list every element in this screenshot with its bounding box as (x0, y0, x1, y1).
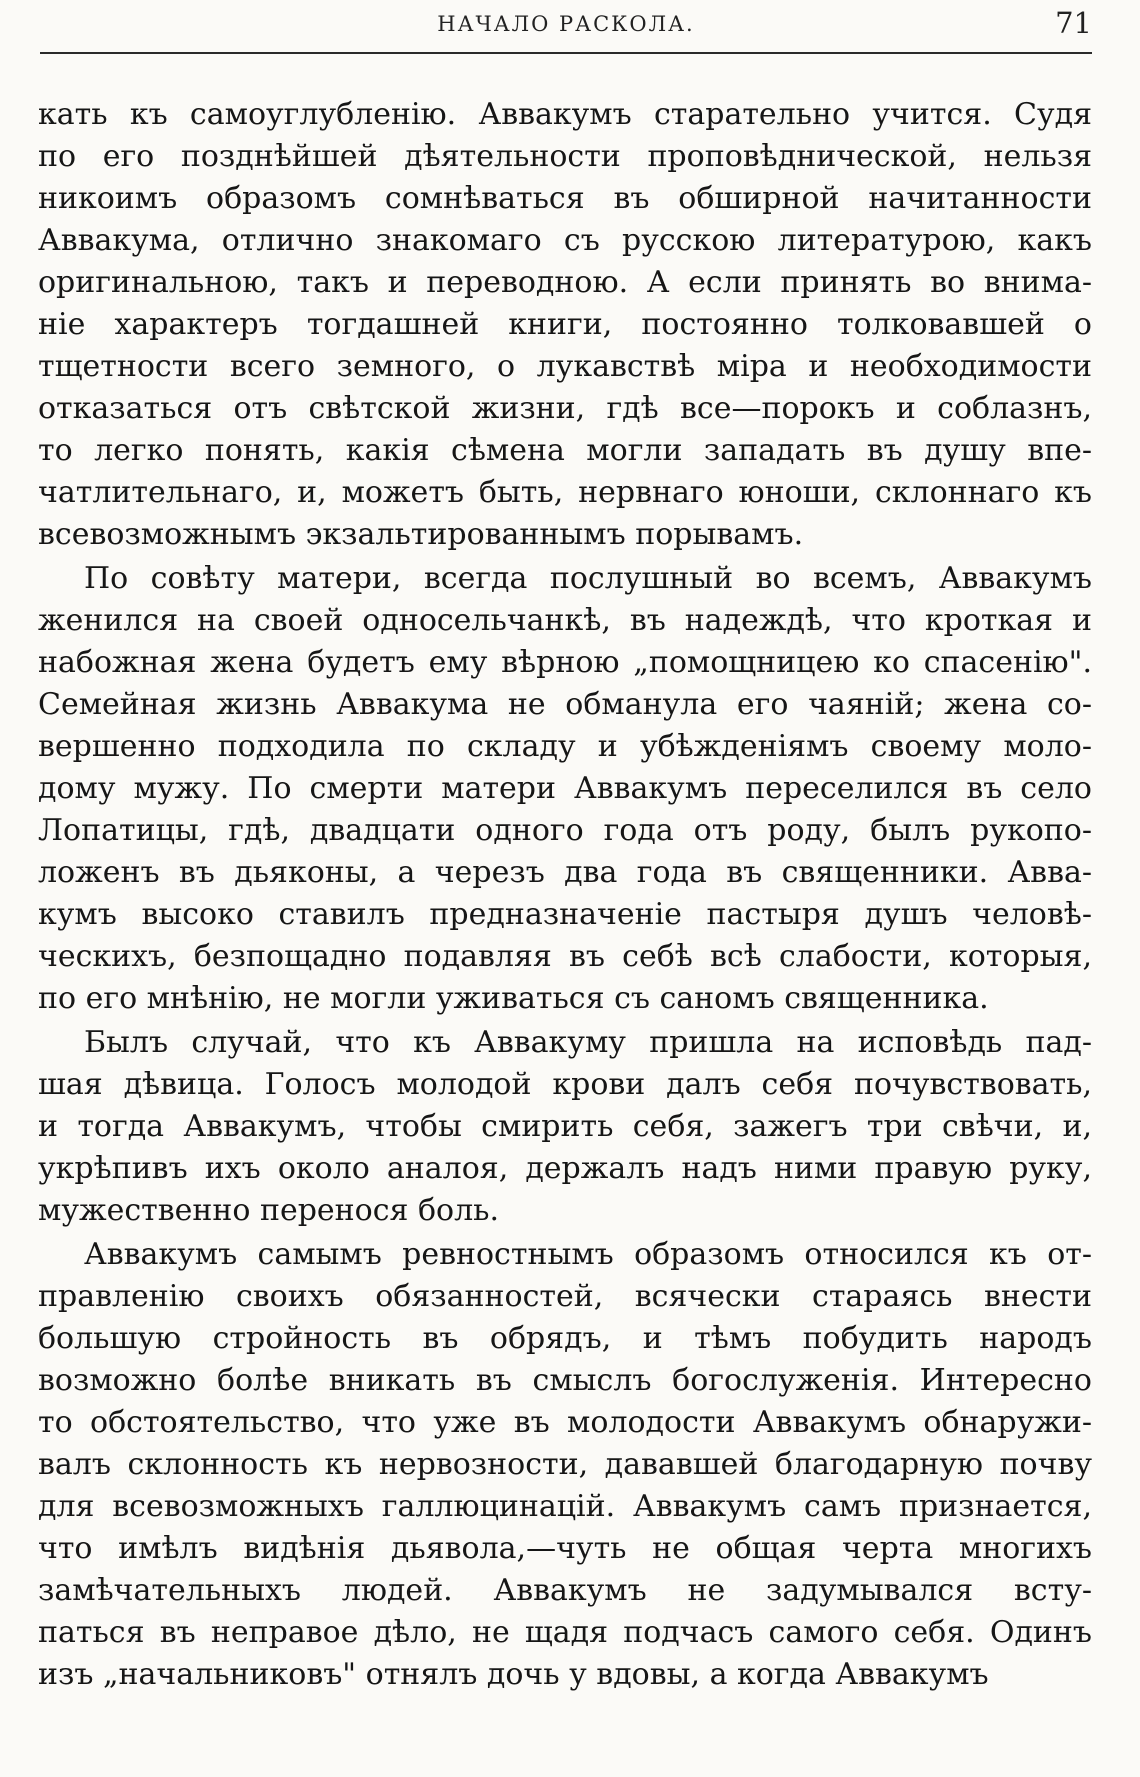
page-header (40, 0, 1092, 50)
text-line: Семейная жизнь Аввакума не обманула его чаяній; жена со- (38, 687, 1092, 722)
text-line: всевозможнымъ экзальтированнымъ порывамъ. (38, 517, 804, 552)
text-line: ложенъ въ дьяконы, а черезъ два года въ священники. Авва- (38, 855, 1092, 890)
text-line: возможно болѣе вникать въ смыслъ богослуженія. Интересно (38, 1363, 1092, 1398)
text-line: Лопатицы, гдѣ, двадцати одного года отъ роду, былъ рукопо- (38, 813, 1092, 848)
text-line: дому мужу. По смерти матери Аввакумъ переселился въ село (38, 771, 1092, 806)
text-line: оригинальною, такъ и переводною. А если принять во внима- (38, 265, 1092, 300)
text-line: никоимъ образомъ сомнѣваться въ обширной начитанности (38, 181, 1092, 216)
text-line: ческихъ, безпощадно подавляя въ себѣ всѣ слабости, которыя, (38, 939, 1092, 974)
text-line: кать къ самоуглубленію. Аввакумъ старательно учится. Судя (38, 97, 1092, 132)
text-line: и тогда Аввакумъ, чтобы смирить себя, зажегъ три свѣчи, и, (38, 1109, 1092, 1144)
text-line: вершенно подходила по складу и убѣжденіямъ своему моло- (38, 729, 1092, 764)
text-line: изъ „начальниковъ" отнялъ дочь у вдовы, а когда Аввакумъ (38, 1657, 989, 1692)
text-line: что имѣлъ видѣнія дьявола,—чуть не общая черта многихъ (38, 1531, 1092, 1566)
text-line: по его мнѣнію, не могли уживаться съ саномъ священника. (38, 981, 989, 1016)
running-title: НАЧАЛО РАСКОЛА. (437, 12, 695, 36)
paragraph (38, 1234, 1092, 1696)
paragraph (38, 1022, 1092, 1232)
text-line: паться въ неправое дѣло, не щадя подчасъ самого себя. Одинъ (38, 1615, 1092, 1650)
text-line: По совѣту матери, всегда послушный во всемъ, Аввакумъ (84, 561, 1092, 596)
text-line: по его позднѣйшей дѣятельности проповѣднической, нельзя (38, 139, 1092, 174)
text-line: Былъ случай, что къ Аввакуму пришла на исповѣдь пад- (84, 1025, 1092, 1060)
paragraph (38, 94, 1092, 556)
text-line: для всевозможныхъ галлюцинацій. Аввакумъ самъ признается, (38, 1489, 1092, 1524)
text-line: отказаться отъ свѣтской жизни, гдѣ все—порокъ и соблазнъ, (38, 391, 1092, 426)
text-line: то обстоятельство, что уже въ молодости Аввакумъ обнаружи- (38, 1405, 1092, 1440)
text-line: большую стройность въ обрядъ, и тѣмъ побудить народъ (38, 1321, 1092, 1356)
text-line: замѣчательныхъ людей. Аввакумъ не задумывался всту- (38, 1573, 1092, 1608)
text-line: Аввакума, отлично знакомаго съ русскою литературою, какъ (38, 223, 1092, 258)
text-line: Аввакумъ самымъ ревностнымъ образомъ относился къ от- (84, 1237, 1092, 1272)
text-line: набожная жена будетъ ему вѣрною „помощницею ко спасенію". (38, 645, 1092, 680)
text-line: ніе характеръ тогдашней книги, постоянно толковавшей о (38, 307, 1092, 342)
text-line: женился на своей односельчанкѣ, въ надеждѣ, что кроткая и (38, 603, 1092, 638)
page-number: 71 (1055, 6, 1092, 40)
text-line: чатлительнаго, и, можетъ быть, нервнаго юноши, склоннаго къ (38, 475, 1092, 510)
text-line: мужественно перенося боль. (38, 1193, 500, 1228)
body-text (38, 94, 1092, 1696)
text-line: кумъ высоко ставилъ предназначеніе пастыря душъ человѣ- (38, 897, 1092, 932)
text-line: шая дѣвица. Голосъ молодой крови далъ себя почувствовать, (38, 1067, 1092, 1102)
text-line: то легко понять, какія сѣмена могли западать въ душу впе- (38, 433, 1092, 468)
header-rule (40, 52, 1092, 54)
text-line: укрѣпивъ ихъ около аналоя, держалъ надъ ними правую руку, (38, 1151, 1092, 1186)
text-line: валъ склонность къ нервозности, дававшей благодарную почву (38, 1447, 1092, 1482)
paragraph (38, 558, 1092, 1020)
text-line: правленію своихъ обязанностей, всячески стараясь внести (38, 1279, 1092, 1314)
text-line: тщетности всего земного, о лукавствѣ міра и необходимости (38, 349, 1092, 384)
